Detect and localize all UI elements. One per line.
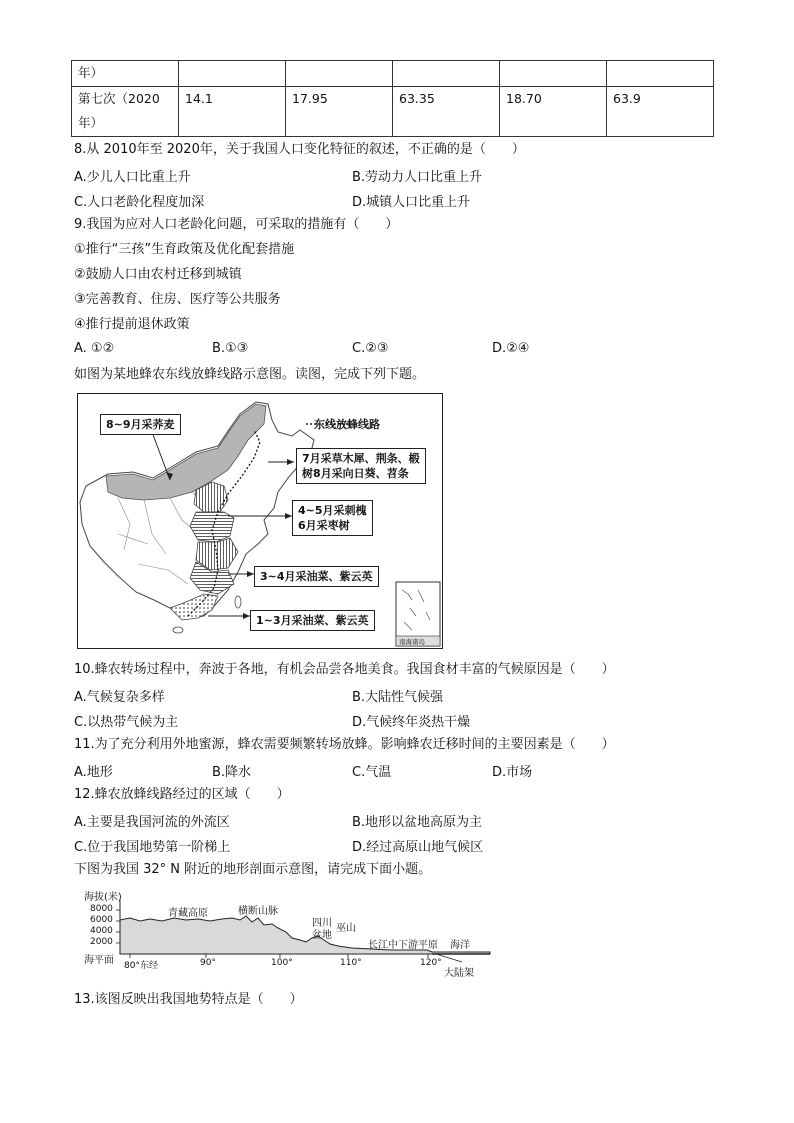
callout-march-april: 3~4月采油菜、紫云英 [254,566,379,587]
table-cell [286,61,393,87]
q11-option-a[interactable]: A.地形 [74,765,113,780]
arrowhead-5 [243,613,250,619]
q12-option-a[interactable]: A.主要是我国河流的外流区 [74,815,230,830]
profile-x100: 100° [271,958,293,968]
profile-y2000: 2000 [90,937,113,947]
q8-stem: 8.从 2010年至 2020年，关于我国人口变化特征的叙述，不正确的是（ ） [74,142,525,157]
table-row [72,61,714,87]
profile-sealevel: 海平面 [84,955,114,966]
callout-july-line1: 7月采草木犀、荆条、椴 [302,452,420,465]
table-cell: 18.70 [500,87,607,137]
row-label-line1: 第七次（2020 [78,91,160,106]
callout-july-august [296,448,426,484]
map-legend-label: 东线放蜂线路 [314,418,380,431]
q13-stem: 13.该图反映出我国地势特点是（ ） [74,992,303,1007]
profile-intro: 下图为我国 32° N 附近的地形剖面示意图，请完成下面小题。 [74,862,432,877]
q11-option-b[interactable]: B.降水 [212,765,252,780]
q9-statement-4: ④推行提前退休政策 [74,317,190,332]
callout-july-line2: 树8月采向日葵、苕条 [302,467,409,480]
q9-option-b[interactable]: B.①③ [212,341,249,356]
row-label-line2: 年） [78,115,104,130]
callout-april-line2: 6月采枣树 [298,519,350,532]
callout-jan-march: 1~3月采油菜、紫云英 [250,610,375,631]
callout-april-line1: 4~5月采刺槐 [298,504,367,517]
q9-statement-2: ②鼓励人口由农村迁移到城镇 [74,267,242,282]
table-cell: 63.9 [607,87,714,137]
q12-option-c[interactable]: C.位于我国地势第一阶梯上 [74,840,231,855]
hainan [173,627,183,633]
q9-statement-1: ①推行“三孩”生育政策及优化配套措施 [74,242,295,257]
q8-option-c[interactable]: C.人口老龄化程度加深 [74,195,205,210]
q10-option-a[interactable]: A.气候复杂多样 [74,690,165,705]
label-qingzang: 青藏高原 [168,908,208,919]
q10-option-c[interactable]: C.以热带气候为主 [74,715,179,730]
profile-x80: 80°东经 [124,961,158,971]
table-cell: 年） [72,61,179,87]
q9-statement-3: ③完善教育、住房、医疗等公共服务 [74,292,281,307]
callout-april-june [292,500,373,536]
profile-x120: 120° [420,958,442,968]
taiwan [235,596,241,608]
profile-ylabel: 海拔(米) [84,892,122,903]
q12-option-d[interactable]: D.经过高原山地气候区 [352,840,484,855]
profile-y4000: 4000 [90,926,113,936]
table-cell: 14.1 [179,87,286,137]
table-cell [607,61,714,87]
label-changjiang: 长江中下游平原 [368,940,438,951]
callout-buckwheat: 8~9月采荞麦 [100,414,181,435]
q8-option-d[interactable]: D.城镇人口比重上升 [352,195,471,210]
q12-option-b[interactable]: B.地形以盆地高原为主 [352,815,483,830]
label-sichuan-2: 盆地 [312,930,332,941]
q9-option-c[interactable]: C.②③ [352,341,389,356]
profile-y8000: 8000 [90,904,113,914]
q10-option-b[interactable]: B.大陆性气候强 [352,690,444,705]
table-cell [500,61,607,87]
terrain-profile [82,888,494,980]
table-row [72,87,714,137]
label-sichuan-1: 四川 [312,918,332,929]
profile-x90: 90° [200,958,216,968]
q9-stem: 9.我国为应对人口老龄化问题，可采取的措施有（ ） [74,217,399,232]
q11-option-d[interactable]: D.市场 [492,765,533,780]
population-table [71,60,714,137]
q12-stem: 12.蜂农放蜂线路经过的区域（ ） [74,787,290,802]
table-cell: 17.95 [286,87,393,137]
q9-option-a[interactable]: A. ①② [74,341,115,356]
q11-option-c[interactable]: C.气温 [352,765,392,780]
arrowhead-3 [285,513,292,519]
label-hengduan: 横断山脉 [238,906,278,917]
table-cell: 63.35 [393,87,500,137]
q8-option-b[interactable]: B.劳动力人口比重上升 [352,170,483,185]
label-wushan: 巫山 [336,923,356,934]
q11-stem: 11.为了充分利用外地蜜源，蜂农需要频繁转场放蜂。影响蜂农迁移时间的主要因素是（ ） [74,737,615,752]
table-cell [72,87,179,137]
profile-y6000: 6000 [90,915,113,925]
label-shelf: 大陆架 [444,968,474,979]
map-intro: 如图为某地蜂农东线放蜂线路示意图。读图，完成下列下题。 [74,367,426,382]
profile-x110: 110° [340,958,362,968]
q10-option-d[interactable]: D.气候终年炎热干燥 [352,715,471,730]
q8-option-a[interactable]: A.少儿人口比重上升 [74,170,191,185]
table-cell [179,61,286,87]
arrowhead-4 [247,571,254,577]
label-ocean: 海洋 [450,940,470,951]
locust-region [190,512,234,542]
q10-stem: 10.蜂农转场过程中，奔波于各地，有机会品尝各地美食。我国食材丰富的气候原因是（ ） [74,662,615,677]
bee-route-map [77,393,443,649]
q9-option-d[interactable]: D.②④ [492,341,530,356]
inset-label: 南海诸岛 [399,638,425,646]
table-cell [393,61,500,87]
